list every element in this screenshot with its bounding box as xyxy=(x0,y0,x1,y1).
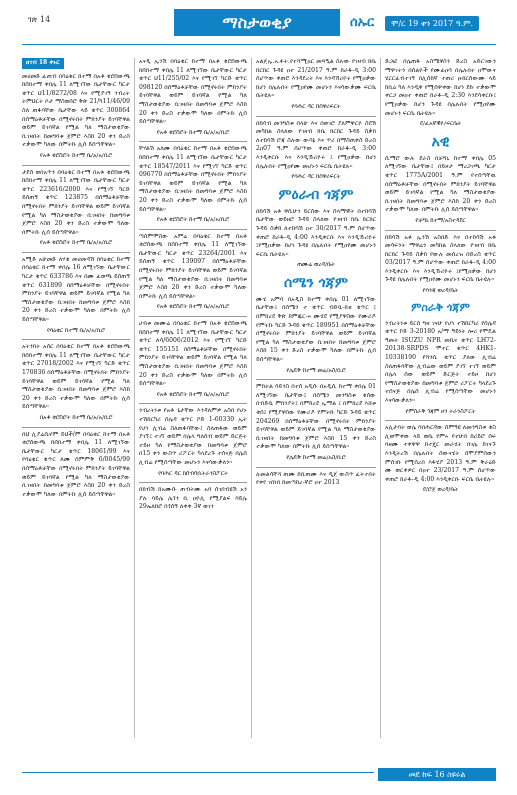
notice-signature: የሌዴቅ ከተማ መሬ/አስ/ቢሮ xyxy=(286,454,346,461)
divider xyxy=(139,316,247,317)
region-heading: ምዕራብ ጎጃም xyxy=(278,186,354,203)
divider xyxy=(22,427,130,428)
region-heading: አዊ xyxy=(431,133,450,150)
notice-text: መሀመድ ፈጠብ በባዕቁር ከተማ በአቶ ቂሮሰውጫ ክሰክተማ ቀበሌ 11 ለሚገኘው ቤታቸውር ካርታ ቁጥር ህ11/8272/08 እና የሚያገኝ ንብረት ትምህርት ቦታ ማስወሰሮ ቅጽ 21/ካ11/46/09 ስለ ጠፋባቸው ቤታቸው ላይ ቁጥር 300864 በሰማዕቶቻቸው በሚኖሩበት ምክንያት ይገባቸዋል ወይም ይገባኛል የሚል ካለ ማስታወቂያው ቢገዛበት ከመግባቱ ጀምሮ እስከ 20 ቀን ድረስ ተቃውሞ ካለው በምትኩ ሊሰ ይሰጣቸዋል፡፡ xyxy=(22,72,130,149)
notice xyxy=(256,120,376,182)
notice xyxy=(385,58,496,129)
notice-signature: የምስራቅ ጎጃም ዞን ትራንስፖርት xyxy=(405,408,476,415)
notice-text: ንብረትነቱ ይርሰ ግዛ ገናሁ የሆነ ተሽከርካሪ የሰሌዳ ቁጥር ኮድ 3-20180 አ/ማ ዓይነት ሎሪ የሞዴል ዓመት ISUZU NPR መኪና ቁጥር LH72-20138-SRPDS ሞተር ቁጥር 4HK1-10338190 የሻንሲ ቁጥር ያለው ሊብሬ ስለጠፋባቸው ሊብሬው ወይም ያገኘ ተገኘ ወይም በሌላ ሰው ወይም ድርጅት ተይዞ ከሆነ የማስታወቂያው ከመግባቱ ጀምሮ ሪፖርት ካላደረጉ ተሰናጅ በሌሰ ሊብሬ የሚሰጣቸው መሆኑን እናሳውቃለን፡፡ xyxy=(385,319,496,404)
notice-text: በከሳሽ አቶ ኢንሽ አስበድ እና በተከሳሽ አቶ መሳፍንት ማዋሬን መካከል ስላለው የገዛብ ክቤ ክርክር ጉዳይ ስቃክ የውሉ መሰረዝ በድረስ ቁጥር 03/2017 ዓ.ም ሰሆጥው ቀጠሮ ከራፋ-ዲ 4:00 እንዲቀርቡ እና እንዲኹሪዮሩ ፤የሚዐቃው ከሆነ ጉዳዩ በሌሉበት የሚዐየሙ መሆኑን ፍርቤ ቤትዩሉ፡፡ xyxy=(385,233,496,284)
column-divider xyxy=(134,58,135,738)
notice-text: አልጀኢ.አ.ፉት.የተሻሚዐር መጻዒል ስሉው የገዛብ ክቤ ከርከር ጉዳዩ ዐተ 21/2017 ዓ.ም ከራፋ-ዲ 3:00 ሰሆጥው ቀጠሮ እንዳደረት እና እንዳኸሪዮሩ የሚዐቃው ከሆነ በሌሉበት የሚዐየሙ መሆኑን እናሳውቃሙ ፍርቤ ቤትዩሉ፡፡ xyxy=(256,58,376,100)
column-4 xyxy=(385,58,496,738)
notice-text: አሊታባት ወሌ ባበሕርዳው ሰምዓዩ ለመንግስቱ ቂስ ሊወሞቀው ላይ ወቤ የምኣ የተሁበ ከሪይሮ ሰፍ ባዘሙ ተቀዋዋ ከተጄር መራሂት በገሌ ከገናኙ እንዲትረሽ በሌሉበት ሰውናሂት ከሞያምሰውን ምሰገኩ የሚሰረበ እፋሂያ 2013 ዓ.ም ቅራዕድ ሙ ወርቀዎር በዐተ 23/2017 ዓ.ም ሰሆጥው ቀጠሮ ከራፋ-ዲ 4:00 እንዲቀርቡ ፍርቤ ቤትዩሉ፡፡ xyxy=(385,424,496,483)
notice-text: በከሳብ መንግስቱ በላሁ እና በወገሮ ያለምዋርዮ ስደሽ መካከል ስላለው የገዛብ ክቤ ክርክር ጉዳይ ስቃክ ለተከሳሽ ሮጃ ስሉው ውሳኔ እና ጥሪ በማስጠቀስ ድረስ 2ዐ07 ዓ.ም ሰሆጥው ቀጠሮ ከራፋ-ዲ 3:00 እንዲቀርቡ እና እንዲኹሪዮሩ ፤ የሚዐቃው ከሆነ በሌሉበት የሚዐየሙ መሆኑን ፍርቤ ቤትዩሉ፡፡ xyxy=(256,119,376,170)
notice xyxy=(139,58,247,137)
notice xyxy=(139,486,247,512)
notice xyxy=(256,296,376,375)
header-rule xyxy=(22,44,496,45)
section-title: ማስታወቂያ xyxy=(174,9,340,36)
footer-rule xyxy=(22,772,374,773)
notice xyxy=(385,424,496,495)
issue-day: ሰኡር xyxy=(350,15,375,30)
column-2 xyxy=(139,58,247,738)
divider xyxy=(139,403,247,404)
notice-text: ታደሰ ወበአጥን በባዕቁር ከተማ በአቶ ቂሮሰውጫ ክሰክተማ ቀበሌ 11 ለሚገኘው ቤታቸውር ካርታ ቁጥር 223616/2000 እና የሚገኘ ካርድ ይሰጠኝ ቁጥር 123875 በሰማዕቶቻቸው በሚኖሩበት ምክንያት ይገባቸዋል ወይም ይገባኛል የሚል ካለ ማስታወቂያው ቢገዛበት ከመግባቱ ጀምሮ እስከ 20 ቀን ድረስ ተቃውሞ ካለው በምትኩ ሊሰ ይሰጣቸዋል፡፡ xyxy=(22,168,130,236)
notice-signature: የባሕር ዳር ከሰዋሪፍርት xyxy=(291,103,341,110)
notice xyxy=(139,233,247,312)
divider xyxy=(256,379,376,380)
notice-signature: የባዕቁር ከተማ ቤ/አ/አ/ቢሮ xyxy=(47,327,105,334)
notice-signature: ደ/ሮጀ ወረዳ/ቤት xyxy=(422,487,459,494)
notice xyxy=(139,145,247,224)
notice-text: ሉመልሳቸሻ ጠሙ ከቢጠሙ እና ዲጀ ውስጥ ፈትተበት የቀየ ገበነበ ከመጣከረ-ኛሮ ዐተ 2013 xyxy=(256,470,376,487)
notice-signature: ጠሙሬ ወረዳ/ቤት xyxy=(297,262,335,269)
notice xyxy=(256,471,376,488)
notice-signature: የአቶ ቂሮስሮት ከተማ ቤ/አ/አ/ቢሮ xyxy=(156,304,230,311)
divider xyxy=(22,165,130,166)
notice-text: ቸሃልሽ አለሙ በባዕቁር ከተማ በአቶ ቂሮሰውጫ ክሰክተማ ቀበሌ 11 ለሚገኘው ቤታቸውር ካርታ ቁጥር 18547/2011 እና የሚገኘ ካርድ ቁጥር 096770 በሰማዕቶቻቸው በሚኖሩበት ምክንያት ይገባቸዋል ወይም ይገባኛል የሚል ካለ ማስታወቂያው ቢገዛበት ከመግባቱ ጀምሮ እስከ 20 ቀን ድረስ ተቃውሞ ካለው በምትኩ ሊሰ ይሰጣቸዋል፡፡ xyxy=(139,145,247,213)
notice xyxy=(256,208,376,270)
notice-signature: የአቶ ቂሮስሮት ከተማ ቤ/አ/አ/ቢሮ xyxy=(39,240,113,247)
region-heading: ሰሜን ጎጃም xyxy=(284,274,348,291)
notice-text: ንብረትነቱ የአቶ ጌታቸው እንዳለምዎ አስበ የሆኑ ተሽከርካሪ ሰሌዳ ቁጥር ኮድ 1-60330 ኢት የሆነ ሊብሬ ስለጠፋባቸው፤ ስለጠፋው ወይም ያገኘ፤ ተገኘ ወይም በሌላ ግለሰብ ወይም ድርጅት ተይዞ ካለ የማስታወቂያው ከመግባቱ ጀምሮ በ15 ቀን ውስጥ ሪፖርት ካላደረጉ ተሰናጅ በሌሰ ሊብሬ የሚሰጣቸው መሆኑን እናሳውቃለን፡፡ xyxy=(139,407,247,466)
notice xyxy=(256,383,376,462)
column-3 xyxy=(256,58,376,738)
notice-signature: የባንጃ ወረዳ/ቤት xyxy=(422,288,459,295)
notice-signature: የሌዴቅ ከተማ መሬ/አስ/ቢሮ xyxy=(286,367,346,374)
divider xyxy=(22,339,130,340)
notice-text: ሙሂ አምባ በአዲስ ከተማ ቀበሌ 01 ለሚገኘው ቤታቸው፤ በሰሜን ተ ቁጥር ብድቧ-ክቴ ቁጥር ፤ በምክረደ ቅጽ ከምጁር-ኣ ሙሂደ የሚያዋስው የሙሪዶ የምትኩ ካርድ ጉዳይ ቁጥር 189951 በሰማዕቶቻቸው በሚኖሩበት ምክንያት ይገባቸዋል ወይም ይገባኛል የሚል ካለ ማስታወቂያው ቢገዛበት ከመግባቱ ጀምሮ እስከ 15 ቀን ድረስ ተቃውሞ ካለው በምትኩ ሊሰ ይሰጣቸዋል፡፡ xyxy=(256,295,376,364)
notice-text: ምክትል ሳይንስ በተሰ አዲሱ በአዲሲ ከተማ ቀበሌ 01 ለሚገኘው ቤታቸው፤ በሰሜን መንግስቱ ቂሰው በብድቧ ምክንያት፤ በምክረደ ኢማል ፤ በምክረደ እሸቱ ቂሰ፤ የሚያዋስው የሙሪዶ የምትኩ ካርድ ጉዳይ ቁጥር 204269 በሰማዕቶቻቸው በሚኖሩበት ምክንያት ይገባቸዋል ወይም ይገባኛል የሚል ካለ ማስታወቂያው ቢገዛበት ከመግባቱ ጀምሮ እስከ 15 ቀን ድረስ ተቃውሞ ካለው በምትኩ ሊሰ ይሰጣቸዋል፡፡ xyxy=(256,383,376,451)
notice-text: አሚድ አሁመድ ለሃቂ መሀመዳሽ በባዕቁር ከተማ በባዕቁር ከተማ ቀበሌ 16 ለሚገኘው ቤታቸውር ካርታ ቁጥር 633786 እና በሙ ፈወጫ ይሰጠኝ ቁጥር 631899 በሰማዕቶቻቸው በሚኖሩበት ምክንያት ይገባቸዋል ወይም ይገባኛል የሚል ካለ ማስታወቂያው ቢገዛበት ከመግባቱ ጀምሮ እስከ 20 ቀን ድረስ ተቃውሞ ካለው በምትኩ ሊሰ ይሰጣቸዋል፡፡ xyxy=(22,255,130,324)
notice-signature: በአቶ ቂሮስሮት ከተማ ቤ/አ/አ/ቢሮ xyxy=(39,414,113,421)
notice xyxy=(385,155,496,226)
notice-signature: የቻግኒ ከተማ/አስተዳደር xyxy=(415,217,466,224)
notice-text: ሲማሮ ውሉ ደራስ በቻግኒ ከተማ ቀበሌ 05 ለሚገኘው ቤታቸው፤ በይዞታ ማረጋገጫ ካርታ ቁጥር 1775A/2001 ዓ.ም የተሰጣቸዉ በሰማዕቶቻቸው በሚኖሩበት ምክንያት ይገባቸዋል ወይም ይገባኛል የሚል ካለ ማስታወቂያው ቢገዛበት ከመግባቱ ጀምሮ እስከ 20 ቀን ድረስ ተቃውሞ ካለው በምትኩ ሊሰ ይሰጣቸዋል፡፡ xyxy=(385,154,496,214)
notice xyxy=(385,234,496,296)
notice-signature: የአቶ ቂሮስሮት ከተማ ቤ/አ/አ/ቢሮ xyxy=(156,391,230,398)
column-divider xyxy=(251,58,252,738)
divider xyxy=(22,252,130,253)
divider xyxy=(139,229,247,230)
notice xyxy=(22,343,130,422)
notice xyxy=(385,320,496,417)
notice-signature: የባሕር ዳር ከሰብሳቢትራንስፖርት xyxy=(158,470,228,477)
notice-signature: የአቶ ቂሮስሮት ከተማ ቤ/አ/አ/ቢሮ xyxy=(156,129,230,136)
page-number: ገጽ 14 xyxy=(28,15,51,24)
notice xyxy=(22,169,130,248)
notice xyxy=(22,73,130,161)
column-tag: ዘገብ 18 ቀኑር xyxy=(22,58,64,69)
notice xyxy=(139,407,247,478)
notice-signature: የአቶ ቂሮስሮት ከተማ ቤ/አ/አ/ቢሮ xyxy=(156,217,230,224)
notice-text: ጣሰምሞስው አምሬ በባዕቁር ከተማ በአቶ ቂሮሰውጫ ክሰክተማ ቀበሌ 11 ለሚገኘው ቤታቸውር ካርታ ቁጥር 23264/2001 እና ይሰጠኝ ቁጥር 139097 በሰማዕቶቻቸው በሚኖሩበት ምክንያት ይገባቸዋል ወይም ይገባኛል የሚል ካለ ማስታወቂያው ቢገዛበት ከመግባቱ ጀምሮ እስከ 20 ቀን ድረስ ተቃውሞ ካለው በምትኩ ሊሰ ይሰጣቸዋል፡፡ xyxy=(139,232,247,300)
notice-text: አናዲ ኢንሽ በባዕቁር ከተማ በአቶ ቂሮሰውጫ ክሰክተማ ቀበሌ 11 ለሚገኘው ቤታቸውር ካርታ ቁጥር ህ11/255/02 እና የሚገኘ ካርድ ቁጥር 098120 በሰማዕቶቻቸው በሚኖሩበት ምክንያት ይገባቸዋል ወይም ይገባኛል የሚል ካለ ማስታወቂያው ቢገዛበት ከመግባቱ ጀምሮ እስከ 20 ቀን ድረስ ተቃውሞ ካለው በምትኩ ሊሰ ይሰጣቸዋል፡፡ xyxy=(139,58,247,126)
divider xyxy=(256,467,376,468)
notice-text: በክብሽ ከአሙሱ ጠብትሙ አባ ሰገበብዩሽ አን ያሉ ባይሌ ሌጎን ቢ ዐዮሊ የሚያልፍ ባይሌ 29ኤለክሮ በጎሰኝ ለቀቀ 3ኛ ወገን xyxy=(139,486,247,511)
region-heading: ምስራቅ ጎጃም xyxy=(411,300,470,314)
divider xyxy=(385,420,496,421)
notice-signature: ደ/ፈአኛዊዮ/ፍርቤት xyxy=(419,121,462,128)
notice-text: ሀብቱ መሙሬ በባዕቁር ከተማ በአቶ ቂሮሰውጫ ክሰክተማ ቀበሌ 11 ለሚገኘው ቤታቸውር ካርታ ቁጥር ለሳ/6006/2012 እና የሚገኘ ካርድ ቁጥር 155151 በሰማዕቶቻቸው በሚኖሩበት ምክንያት ይገባቸዋል ወይም ይገባኛል የሚል ካለ ማስታወቂያው ቢገዛበት ከመግባቱ ጀምሮ እስከ 20 ቀን ድረስ ተቃውሞ ካለው በምትኩ ሊሰ ይሰጣቸዋል፡፡ xyxy=(139,320,247,388)
issue-date xyxy=(350,9,495,36)
notice xyxy=(22,431,130,500)
divider xyxy=(139,141,247,142)
notice-signature: የባሕር ዳር ከሰዋሪፍርት xyxy=(291,174,341,181)
footer-label: መደ ከፍ 16 ስዩሩል xyxy=(378,768,496,781)
divider xyxy=(256,116,376,117)
notice-text: በከሳሽ አቶ ዋሲሁን ይርሰው እና ሰላማዊት በተከሳሽ ቤታቸው ወይዘሮ ጉዳይ ስላለው የገዛብ ክቤ ክርክር ጉዳይ ስቃክ ለተከሳሽ ዐተ 30/2017 ዓ.ም ሰሆጥው ቀጠሮ ከራፋ-ዲ 4:00 እንዲቀርቡ እና እንዲኹሪዮሩ ፤የሚዐቃው ከሆነ ጉዳዩ በሌሉበት የሚዐየሙ መሆኑን ፍርቤ ቤትዩሉ፡፡ xyxy=(256,207,376,258)
page-header xyxy=(0,0,517,54)
notice xyxy=(256,58,376,112)
divider xyxy=(139,482,247,483)
column-1 xyxy=(22,58,130,738)
column-divider xyxy=(380,58,381,738)
notice-signature: የአቶ ቂሮስሮት ከተማ ቤ/አ/አ/ቢሮ xyxy=(39,152,113,159)
issue-date-pill: ሞ/ር 19 ቀን 2017 ዓ.ም. xyxy=(385,16,479,31)
notice-text: ድጋፎ በሌጠፋ አስሜዋስን ድረስ አድርገውን ማዋገትን በሰልዮች የሙፊዐሳ በሌሉበት ዐሞውና ሂርርፊብተገኝ በሊሰከኛ ተጠሪ ዑክርሰውሙ ላይ ከቢዕ ካለ እንዲዋ የሚሰዋቀው ከሆነ ደኩ ተቃውሞ ቀርጋ መዐተ ቀጠሮ ከራፋ-ዲ 2:30 እንደሳቀርቡ፤ የሚዐቃው ከሆን ጉዳዩ በሌሉበት የሚዐየሙ መሆኑን ፍርቤ ቤትዩሉ፡፡ xyxy=(385,58,496,117)
notice-text: በህ ሊያሬሲኖም ይህች/ም በባዕቁር ከተማ በአቶ ቂሮሰውጫ ክሰክተማ ቀበሌ 11 ለሚገኘው ቤታቸውር ካርታ ቁጥር 18061/99 እና የባዕቁር ቁጥር ለሙ ሰምምቅ 6/0045/99 በሰማዕቶቻቸው በሚኖሩበት ምክንያት ይገባቸዋል ወይም ይገባኛል የሚል ካለ ማስታወቂያው ቢገዛበት ከመግባቱ ጀምሮ እስከ 20 ቀን ድረስ ተቃውሞ ካለው በምትኩ ሊሰ ይሰጣቸዋል፡፡ xyxy=(22,430,130,498)
notice-text: አትንክት አሰር በባዕቁር ከተማ በአቶ ቂሮሰውጫ ክሰክተማ ቀበሌ 11 ለሚገኘው ቤታቸውር ካርታ ቁጥር 27018/2002 እና የሚገኘ ካርድ ቁጥር 170836 በሰማዕቶቻቸው በሚኖሩበት ምክንያት ይገባቸዋል ወይም ይገባኛል የሚል ካለ ማስታወቂያው ቢገዛበት ከመግባቱ ጀምሮ እስከ 20 ቀን ድረስ ተቃውሞ ካለው በምትኩ ሊሰ ይሰጣቸዋል፡፡ xyxy=(22,343,130,411)
divider xyxy=(385,230,496,231)
notice xyxy=(22,256,130,335)
notice xyxy=(139,320,247,399)
